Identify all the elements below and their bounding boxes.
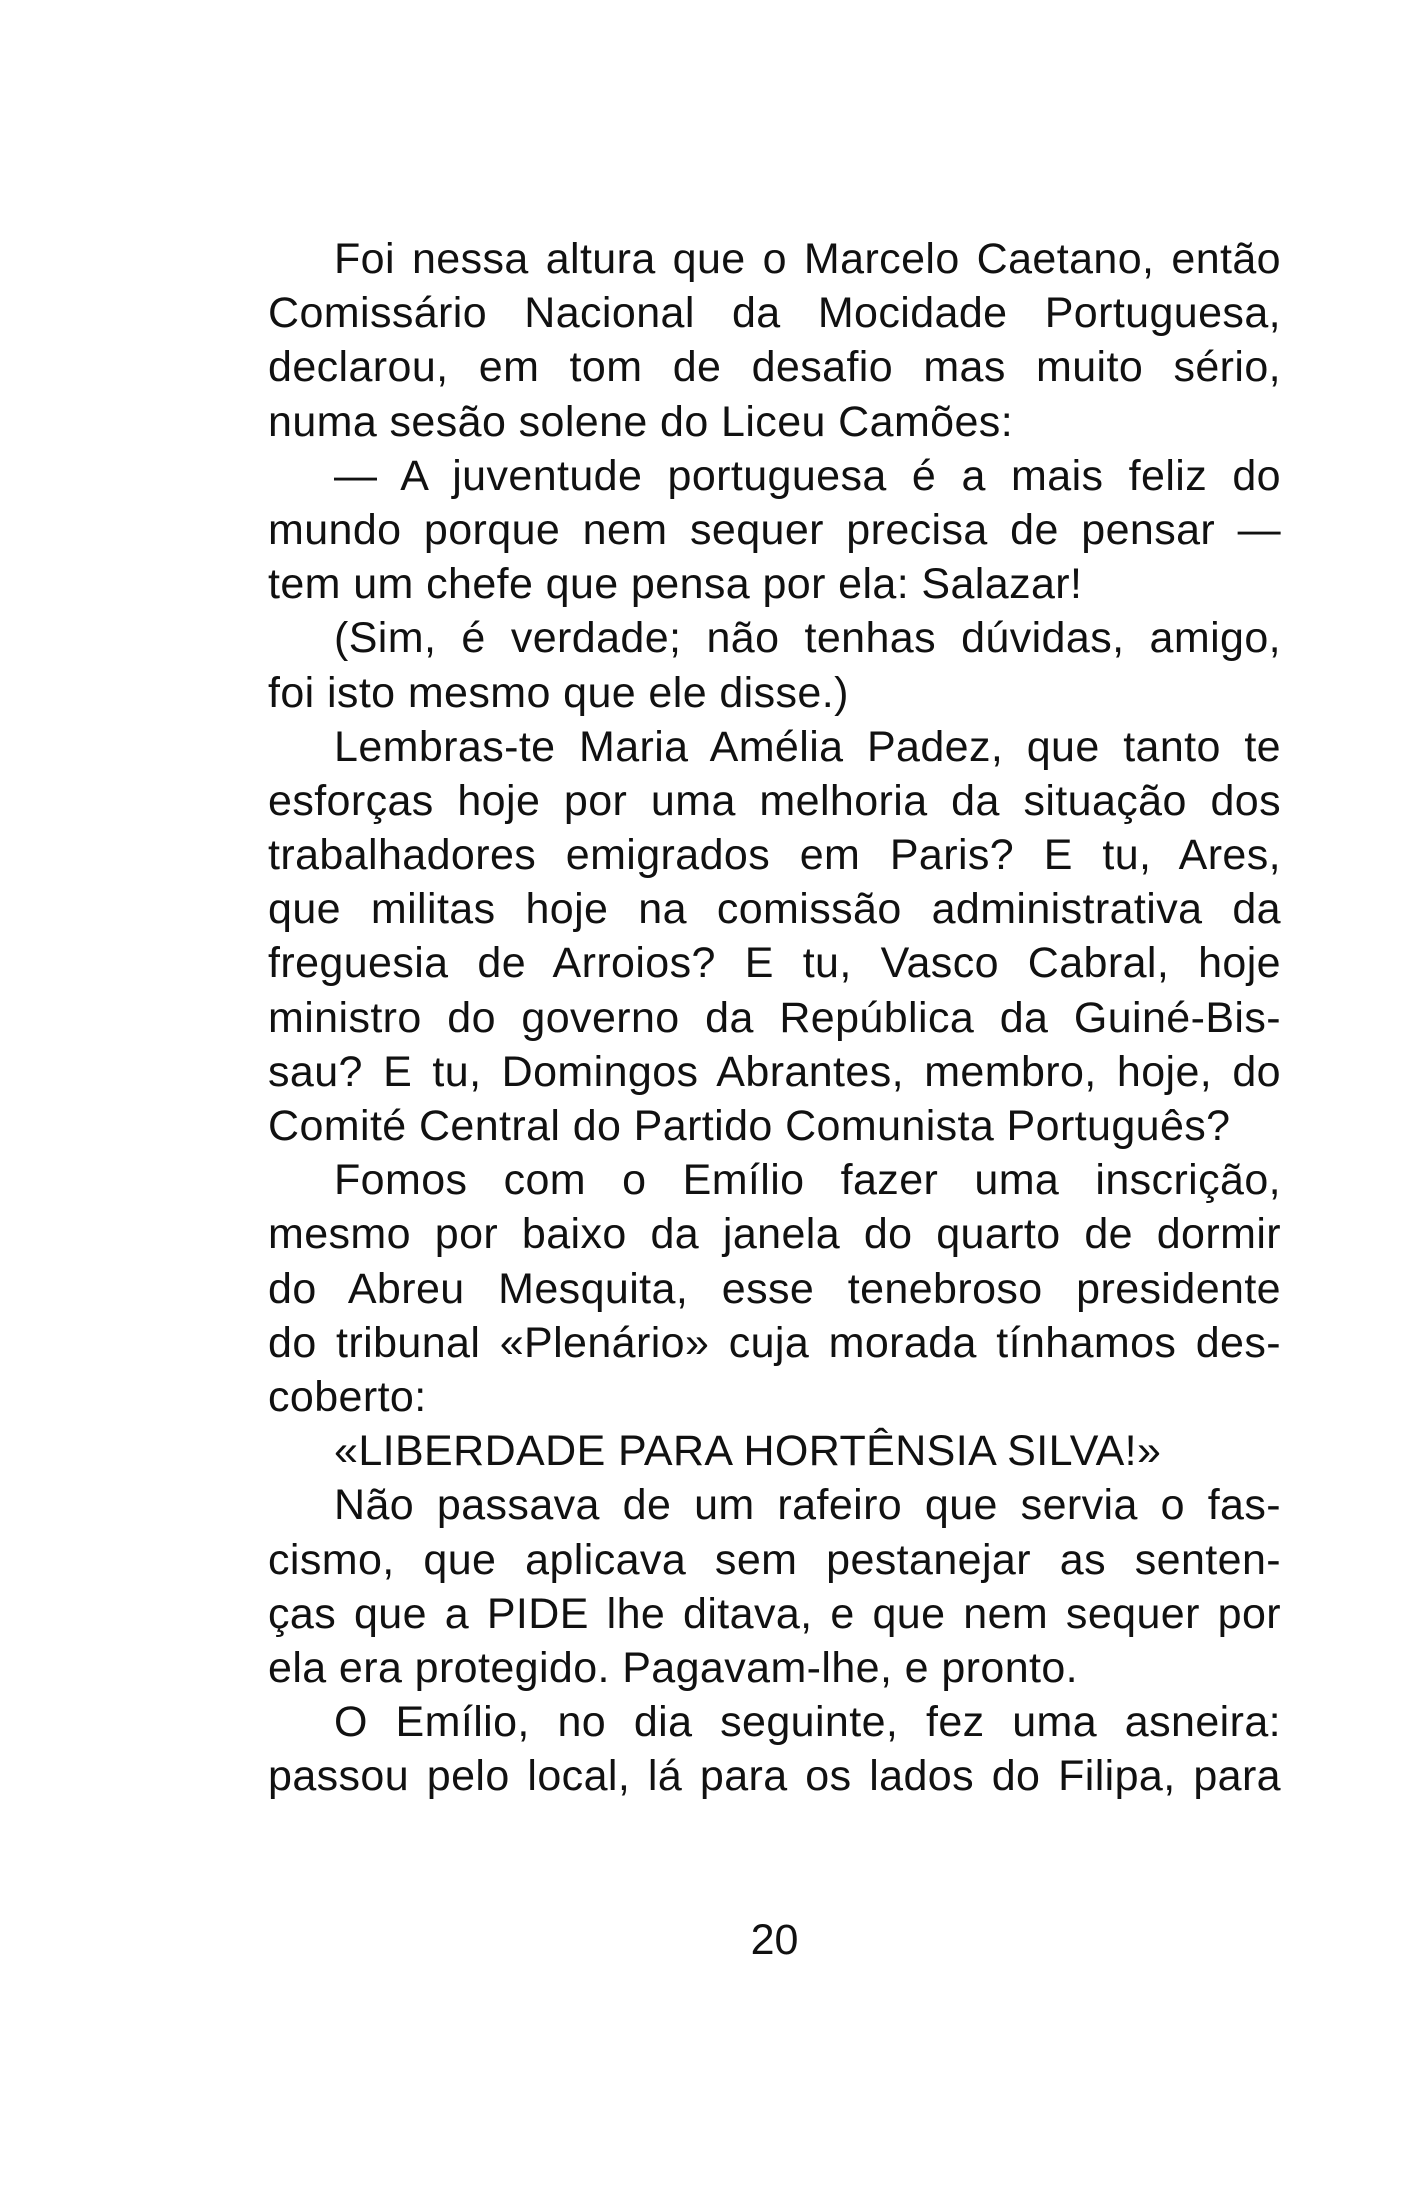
text-line: mesmo por baixo da janela do quarto de dormir: [268, 1210, 1281, 1259]
text-line: ças que a PIDE lhe ditava, e que nem sequer por: [268, 1589, 1281, 1638]
text-line: passou pelo local, lá para os lados do Filipa, para: [268, 1752, 1281, 1801]
text-line: numa sesão solene do Liceu Camões:: [268, 397, 1014, 446]
text-line: ministro do governo da República da Guiné-Bis-: [268, 993, 1281, 1042]
text-line: cismo, que aplicava sem pestanejar as senten-: [268, 1535, 1281, 1584]
text-line: freguesia de Arroios? E tu, Vasco Cabral, hoje: [268, 939, 1281, 988]
body-text: [268, 232, 1281, 1803]
text-line: Fomos com o Emílio fazer uma inscrição,: [334, 1156, 1281, 1205]
text-line: Comité Central do Partido Comunista Português?: [268, 1102, 1231, 1150]
paragraph: [268, 1478, 1281, 1695]
text-line: O Emílio, no dia seguinte, fez uma asneira:: [334, 1698, 1281, 1747]
text-line: «LIBERDADE PARA HORTÊNSIA SILVA!»: [334, 1427, 1162, 1476]
text-line: trabalhadores emigrados em Paris? E tu, Ares,: [268, 831, 1281, 880]
paragraph: [268, 1153, 1281, 1424]
paragraph: [268, 720, 1281, 1154]
text-line: sau? E tu, Domingos Abrantes, membro, hoje, do: [268, 1047, 1281, 1096]
text-line: — A juventude portuguesa é a mais feliz do: [334, 451, 1281, 500]
text-line: (Sim, é verdade; não tenhas dúvidas, amigo,: [334, 614, 1281, 663]
paragraph: [268, 1424, 1281, 1478]
paragraph: [268, 232, 1281, 449]
paragraph: [268, 1695, 1281, 1803]
paragraph: [268, 449, 1281, 612]
paragraph: [268, 611, 1281, 719]
page-number: 20: [750, 1916, 799, 1964]
text-line: ela era protegido. Pagavam-lhe, e pronto.: [268, 1643, 1079, 1692]
text-line: Foi nessa altura que o Marcelo Caetano, então: [334, 235, 1281, 283]
text-line: mundo porque nem sequer precisa de pensar —: [268, 505, 1281, 554]
text-line: tem um chefe que pensa por ela: Salazar!: [268, 560, 1083, 609]
text-line: do tribunal «Plenário» cuja morada tínhamos des-: [268, 1318, 1281, 1367]
text-line: esforças hoje por uma melhoria da situação dos: [268, 776, 1281, 825]
text-line: declarou, em tom de desafio mas muito sério,: [268, 343, 1281, 392]
text-line: que militas hoje na comissão administrativa da: [268, 885, 1281, 934]
text-line: do Abreu Mesquita, esse tenebroso presidente: [268, 1264, 1281, 1313]
text-line: Não passava de um rafeiro que servia o fas-: [334, 1481, 1281, 1530]
text-line: foi isto mesmo que ele disse.): [268, 668, 849, 717]
text-line: coberto:: [268, 1372, 427, 1421]
text-line: Lembras-te Maria Amélia Padez, que tanto te: [334, 722, 1281, 771]
text-line: Comissário Nacional da Mocidade Portuguesa,: [268, 289, 1281, 338]
